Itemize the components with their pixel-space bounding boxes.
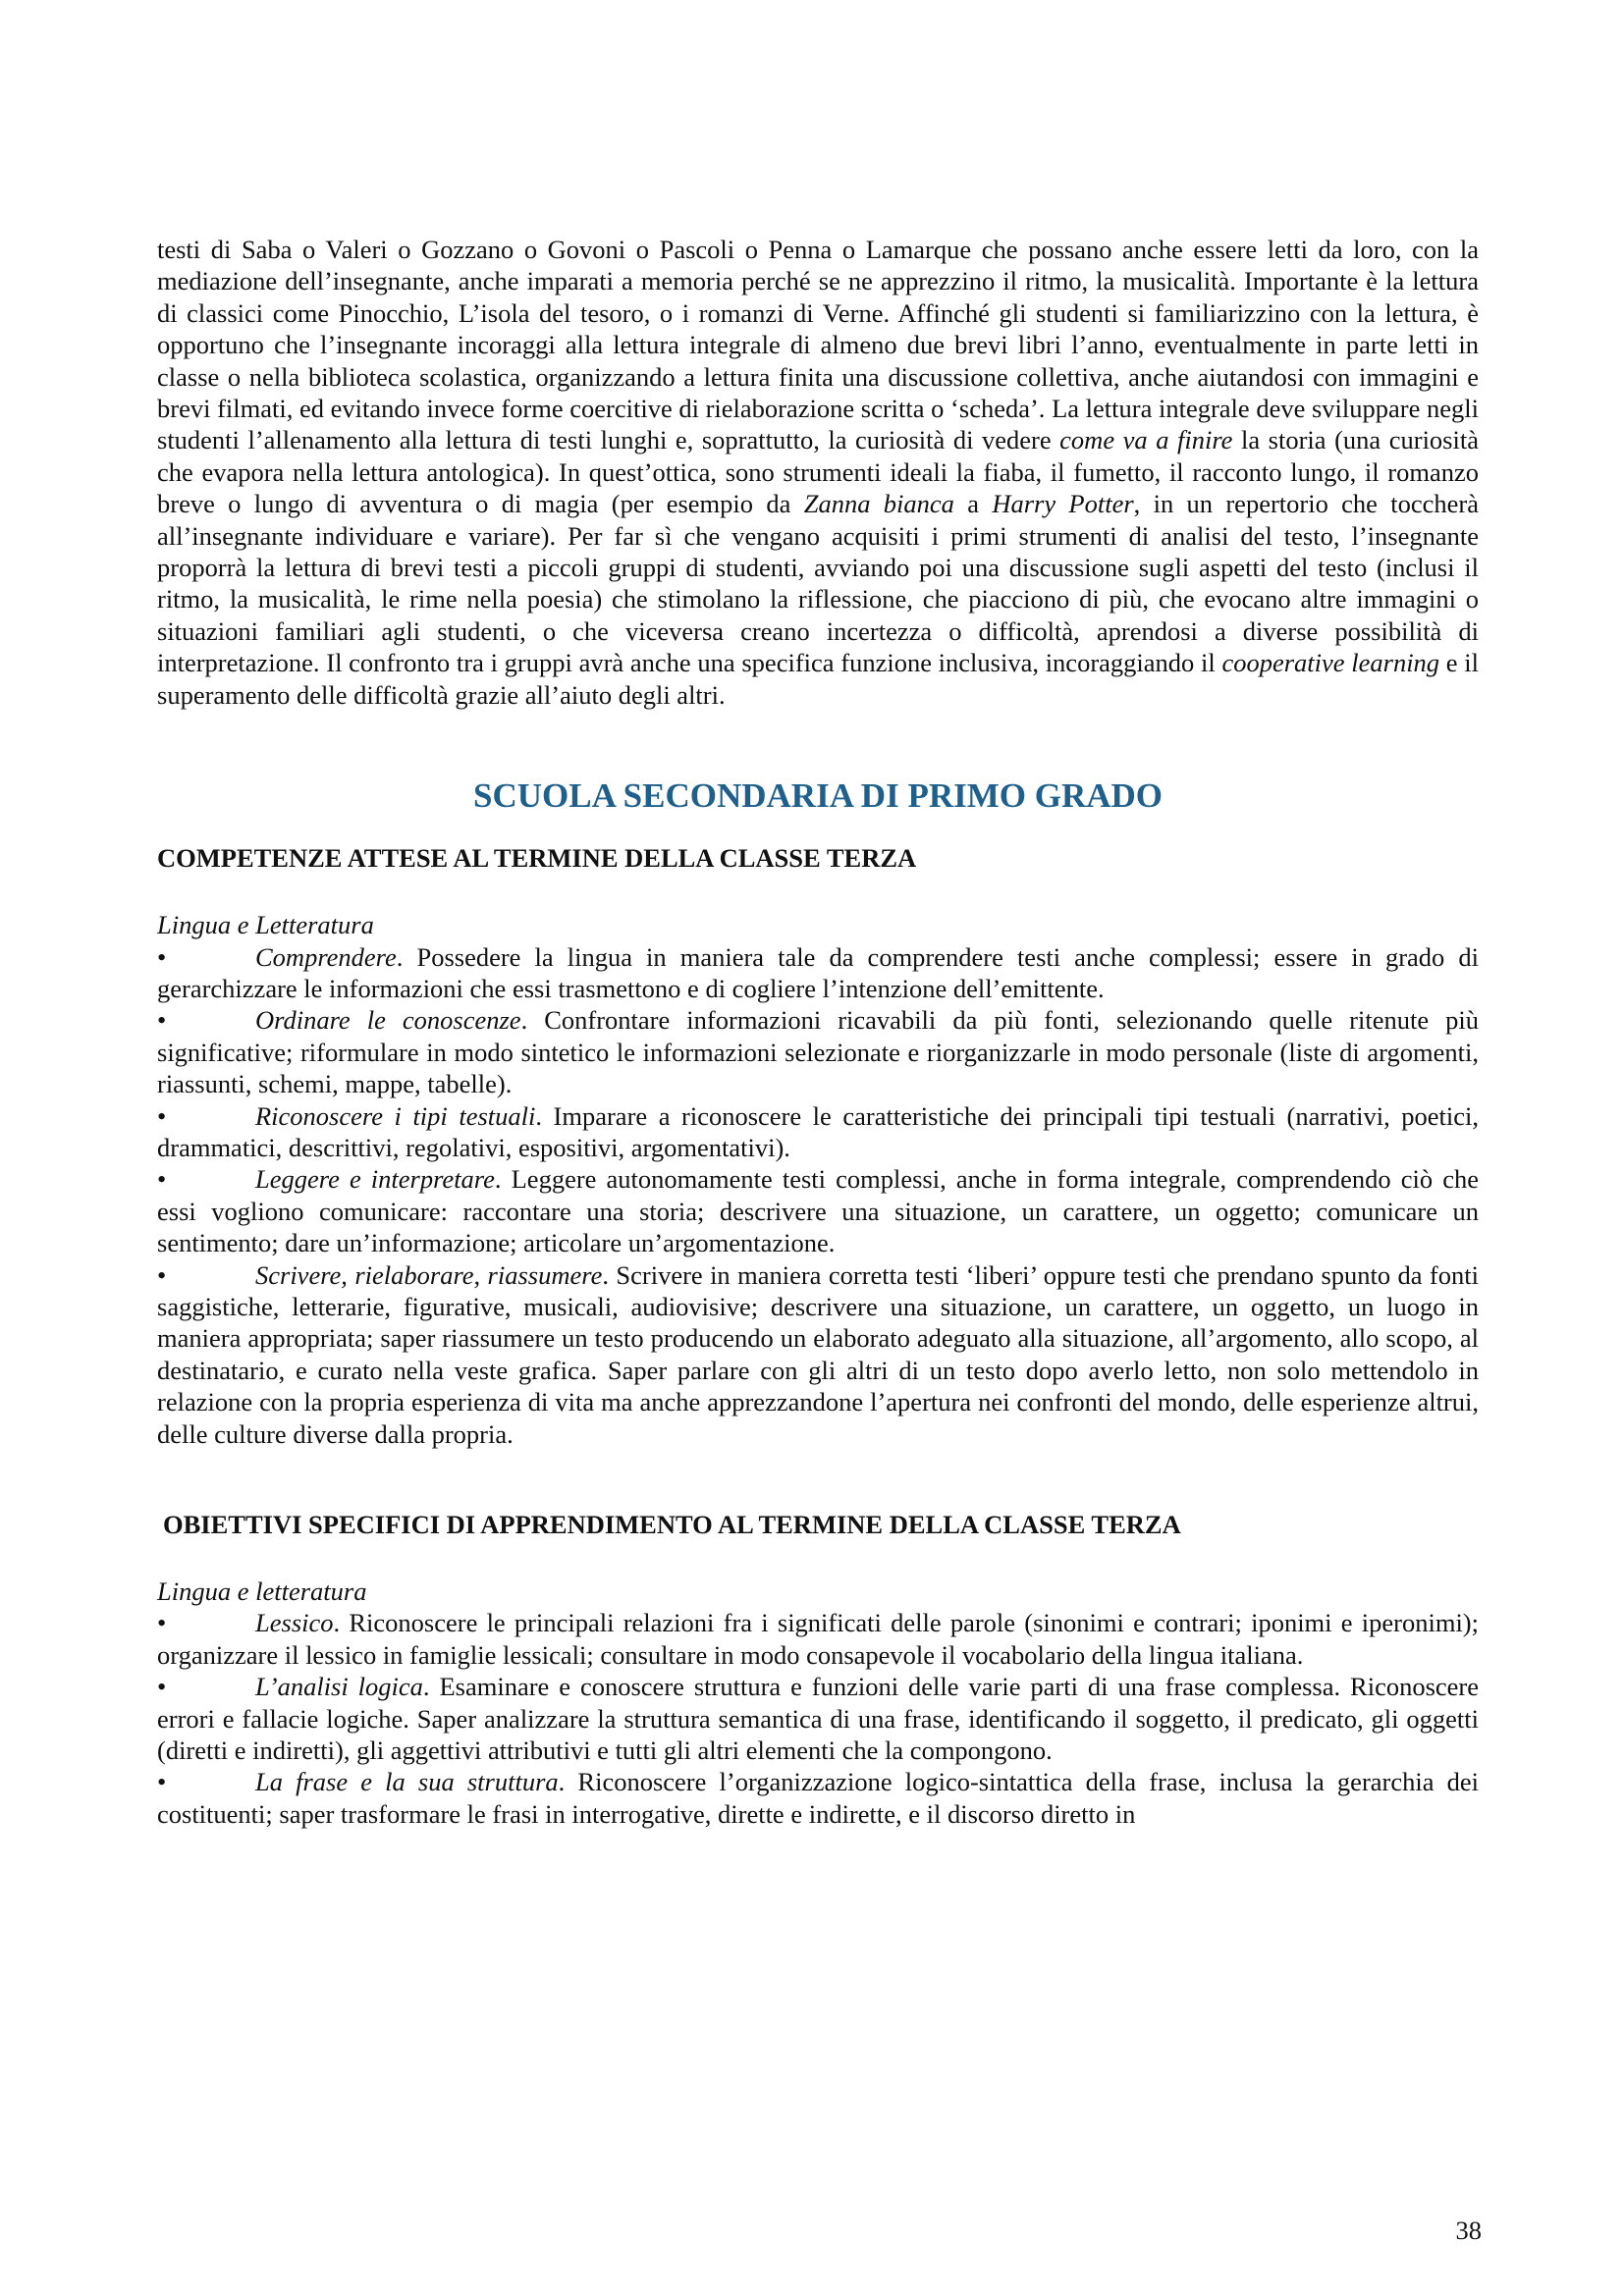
bullet-icon: • bbox=[157, 1100, 167, 1131]
list-item bbox=[157, 1607, 1479, 1671]
emphasis: Zanna bianca bbox=[803, 489, 954, 519]
item-term: La frase e la sua struttura bbox=[255, 1767, 559, 1797]
item-text: . Confrontare informazioni ricavabili da più fonti, selezionando quelle ritenute più significative; riformulare in modo sintetico le informazioni selezionate e riorganizzarle in modo personale (liste di argomenti, riassunti, schemi, mappe, tabelle). bbox=[157, 1005, 1480, 1099]
item-term: Lessico bbox=[255, 1608, 334, 1638]
item-text: . Riconoscere l’organizzazione logico-sintattica della frase, inclusa la gerarchia dei costituenti; saper trasformare le frasi in interrogative, dirette e indirette, e il discorso diretto in bbox=[157, 1767, 1479, 1829]
item-text: . Scrivere in maniera corretta testi ‘liberi’ oppure testi che prendano spunto da fonti saggistiche, letterarie, figurative, musicali, audiovisive; descrivere una situazione, un carattere, un oggetto, un luogo in maniera appropriata; saper riassumere un testo producendo un elaborato adeguato alla situazione, all’argomento, allo scopo, al destinatario, e curato nella veste grafica. Saper parlare con gli altri di un testo dopo averlo letto, non solo mettendolo in relazione con la propria esperienza di vita ma anche apprezzandone l’apertura nei confronti del mondo, delle esperienze altrui, delle culture diverse dalla propria. bbox=[157, 1259, 1479, 1449]
bullet-icon: • bbox=[157, 1005, 167, 1036]
item-term: Leggere e interpretare bbox=[255, 1164, 495, 1195]
item-text: . Possedere la lingua in maniera tale da comprendere testi anche complessi; essere in grado di gerarchizzare le informazioni che essi trasmettono e di cogliere l’intenzione dell’emittente. bbox=[157, 941, 1479, 1003]
emphasis: come va a finire bbox=[1059, 425, 1233, 455]
item-text: . Riconoscere le principali relazioni fra i significati delle parole (sinonimi e contrari; iponimi e iperonimi); organizzare il lessico in famiglie lessicali; consultare in modo consapevole il vocabolario della lingua italiana. bbox=[157, 1608, 1479, 1670]
subheading-lingua-letteratura: Lingua e letteratura bbox=[157, 1576, 367, 1606]
list-item bbox=[157, 1259, 1479, 1450]
list-item bbox=[157, 1163, 1479, 1258]
page-number: 38 bbox=[1455, 2216, 1482, 2245]
bullet-icon: • bbox=[157, 1608, 167, 1638]
item-term: L’analisi logica bbox=[255, 1672, 423, 1702]
intro-paragraph: testi di Saba o Valeri o Gozzano o Govoni o Pascoli o Penna o Lamarque che possano anche essere letti da loro, con la mediazione dell’insegnante, anche imparati a memoria perché se ne apprezzino il ritmo, la musicalità. Importante è la lettura di classici come Pinocchio, L’isola del tesoro, o i romanzi di Verne. Affinché gli studenti si familiarizzino con la lettura, è opportuno che l’insegnante incoraggi alla lettura integrale di almeno due brevi libri l’anno, eventualmente in parte letti in classe o nella biblioteca scolastica, organizzando a lettura finita una discussione collettiva, anche aiutandosi con immagini e brevi filmati, ed evitando invece forme coercitive di rielaborazione scritta o ‘scheda’. La lettura integrale deve sviluppare negli studenti l’allenamento alla lettura di testi lunghi e, soprattutto, la curiosità di vedere come va a finire la storia (una curiosità che evapora nella lettura antologica). In quest’ottica, sono strumenti ideali la fiaba, il fumetto, il racconto lungo, il romanzo breve o lungo di avventura o di magia (per esempio da Zanna bianca a Harry Potter, in un repertorio che toccherà all’insegnante individuare e variare). Per far sì che vengano acquisiti i primi strumenti di analisi del testo, l’insegnante proporrà la lettura di brevi testi a piccoli gruppi di studenti, avviando poi una discussione sugli aspetti del testo (inclusi il ritmo, la musicalità, le rime nella poesia) che stimolano la riflessione, che piacciono di più, che evocano altre immagini o situazioni familiari agli studenti, o che viceversa creano incertezza o difficoltà, aprendosi a diverse possibilità di interpretazione. Il confronto tra i gruppi avrà anche una specifica funzione inclusiva, incoraggiando il cooperative learning e il superamento delle difficoltà grazie all’aiuto degli altri. bbox=[157, 235, 1479, 710]
bullet-icon: • bbox=[157, 941, 167, 972]
item-term: Ordinare le conoscenze bbox=[255, 1005, 521, 1036]
page-content bbox=[157, 234, 1479, 1830]
item-term: Scrivere, rielaborare, riassumere bbox=[255, 1259, 603, 1290]
emphasis: cooperative learning bbox=[1221, 648, 1440, 678]
item-text: . Imparare a riconoscere le caratteristiche dei principali tipi testuali (narrativi, poetici, drammatici, descrittivi, regolativi, espositivi, argomentativi). bbox=[157, 1100, 1479, 1162]
bullet-icon: • bbox=[157, 1259, 167, 1290]
section-heading-obiettivi: OBIETTIVI SPECIFICI DI APPRENDIMENTO AL TERMINE DELLA CLASSE TERZA bbox=[163, 1510, 1181, 1539]
item-text: . Esaminare e conoscere struttura e funzioni delle varie parti di una frase complessa. Riconoscere errori e fallacie logiche. Saper analizzare la struttura semantica di una frase, identificando il soggetto, il predicato, gli oggetti (diretti e indiretti), gli aggettivi attributivi e tutti gli altri elementi che la compongono. bbox=[157, 1672, 1480, 1766]
list-item bbox=[157, 1004, 1479, 1099]
main-title: SCUOLA SECONDARIA DI PRIMO GRADO bbox=[472, 776, 1164, 816]
bullet-icon: • bbox=[157, 1767, 167, 1797]
list-item bbox=[157, 941, 1479, 1005]
bullet-icon: • bbox=[157, 1164, 167, 1195]
item-term: Comprendere bbox=[255, 941, 397, 972]
emphasis: Harry Potter bbox=[992, 489, 1134, 519]
bullet-icon: • bbox=[157, 1672, 167, 1702]
subheading-lingua-letteratura: Lingua e Letteratura bbox=[157, 910, 374, 940]
item-text: . Leggere autonomamente testi complessi, anche in forma integrale, comprendendo ciò che essi vogliono comunicare: raccontare una storia; descrivere una situazione, un carattere, un oggetto; comunicare un sentimento; dare un’informazione; articolare un’argomentazione. bbox=[157, 1164, 1479, 1258]
list-item bbox=[157, 1766, 1479, 1830]
section-heading-competenze: COMPETENZE ATTESE AL TERMINE DELLA CLASSE TERZA bbox=[157, 843, 917, 874]
item-term: Riconoscere i tipi testuali bbox=[255, 1100, 536, 1131]
list-item bbox=[157, 1100, 1479, 1164]
list-item bbox=[157, 1671, 1479, 1766]
